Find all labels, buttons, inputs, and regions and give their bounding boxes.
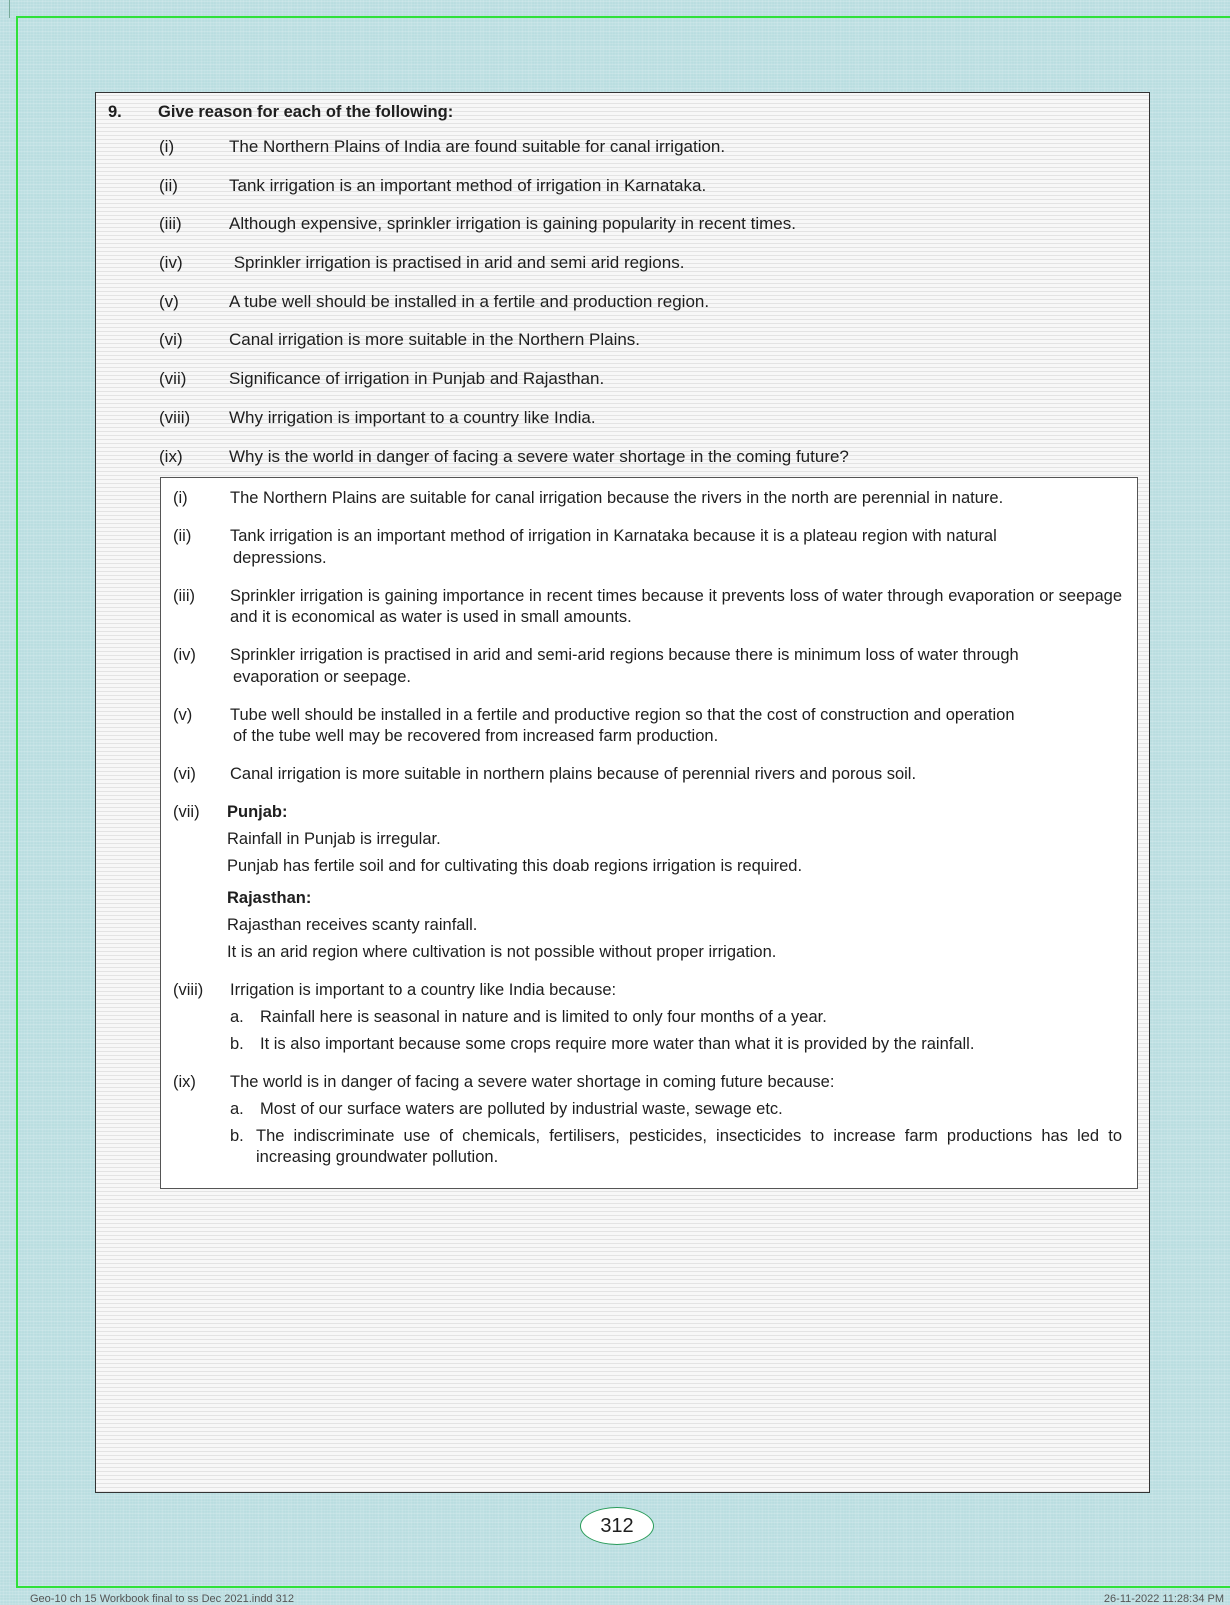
sub-point: b. The indiscriminate use of chemicals, fertilisers, pesticides, insecticides to increase farm productions has led to increasing groundwater pollution. [230,1126,1122,1166]
question-heading [108,103,453,122]
question-list [159,137,1139,485]
punjab-heading: Punjab: [227,803,288,821]
footer-file-info: Geo-10 ch 15 Workbook final to ss Dec 2021.indd 312 [30,1593,294,1605]
question-item: (vii) Significance of irrigation in Punjab and Rajasthan. [159,369,605,389]
question-item: (iii) Although expensive, sprinkler irrigation is gaining popularity in recent times. [159,214,796,234]
footer-timestamp: 26-11-2022 11:28:34 PM [1103,1593,1224,1605]
answer-item: (vi) Canal irrigation is more suitable in northern plains because of perennial rivers and porous soil. [173,765,917,783]
workbook-page [95,92,1150,1493]
answer-item: (ii) Tank irrigation is an important method of irrigation in Karnataka because it is a plateau region with natural depressions. [173,527,997,567]
answer-item: (vii) Punjab: Rainfall in Punjab is irregular. Punjab has fertile soil and for cultivating this doab regions irrigation is required. Rajasthan: Rajasthan receives scanty rainfall. It is an arid region where cultivation is not possible without proper irrigation. [173,802,1122,963]
answer-item: (iii) Sprinkler irrigation is gaining importance in recent times because it prevents loss of water through evaporation or seepage and it is economical as water is used in small amounts. [173,586,1122,626]
rajasthan-heading: Rajasthan: [227,888,312,907]
answer-item: (ix) The world is in danger of facing a severe water shortage in coming future because: a. Most of our surface waters are polluted by industrial waste, sewage etc. b. The indiscriminate use of chemicals, fertilisers, pesticides, insecticides to increase farm productions has led to increasing groundwater pollution. [173,1072,1122,1169]
question-item: (ii) Tank irrigation is an important method of irrigation in Karnataka. [159,175,707,195]
question-item: (ix) Why is the world in danger of facing a severe water shortage in the coming future? [159,446,849,466]
answer-box [160,477,1138,1189]
answer-item: (i) The Northern Plains are suitable for canal irrigation because the rivers in the north are perennial in nature. [173,489,1004,507]
question-item: (iv) Sprinkler irrigation is practised in arid and semi arid regions. [159,253,685,273]
answer-item: (viii) Irrigation is important to a country like India because: a. Rainfall here is seasonal in nature and is limited to only four months of a year. b. It is also important because some crops require more water than what it is provided by the rainfall. [173,980,1122,1056]
question-item: (v) A tube well should be installed in a fertile and production region. [159,291,710,311]
question-number: 9. [108,103,122,121]
question-item: (viii) Why irrigation is important to a country like India. [159,407,596,427]
question-item: (vi) Canal irrigation is more suitable in the Northern Plains. [159,330,641,350]
question-item: (i) The Northern Plains of India are found suitable for canal irrigation. [159,137,726,156]
sub-point: a. Most of our surface waters are polluted by industrial waste, sewage etc. [230,1099,783,1118]
crop-mark [9,0,10,18]
question-title: Give reason for each of the following: [158,103,454,121]
sub-point: b. It is also important because some crops require more water than what it is provided by the rainfall. [230,1034,975,1053]
answer-item: (iv) Sprinkler irrigation is practised in arid and semi-arid regions because there is minimum loss of water through evaporation or seepage. [173,646,1019,686]
sub-point: a. Rainfall here is seasonal in nature and is limited to only four months of a year. [230,1007,827,1026]
answer-item: (v) Tube well should be installed in a fertile and productive region so that the cost of construction and operation of the tube well may be recovered from increased farm production. [173,705,1015,745]
page-number: 312 [580,1507,654,1545]
